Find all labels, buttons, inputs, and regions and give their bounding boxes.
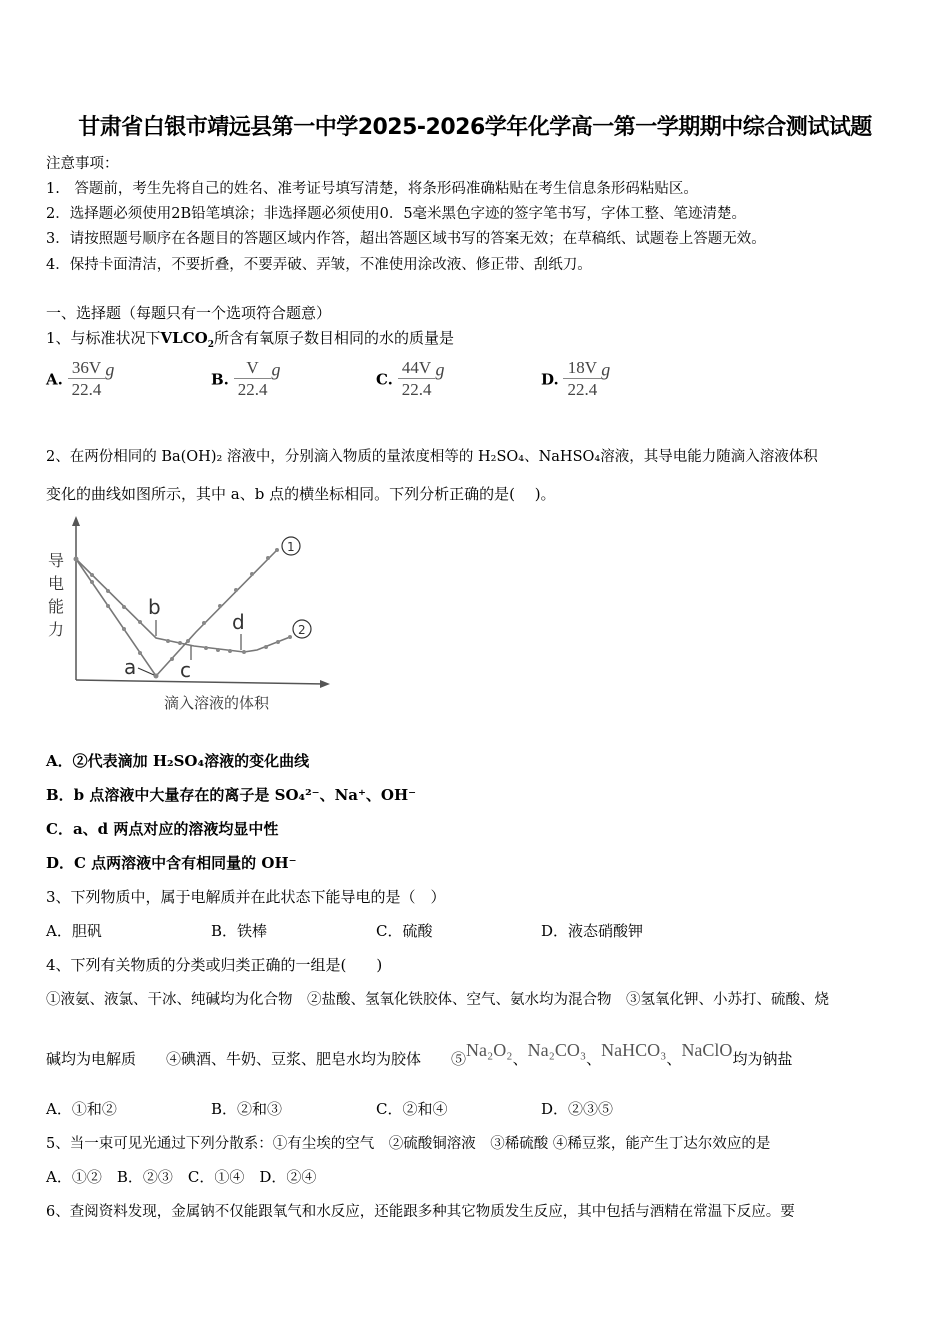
formula-naclo: NaClO [681,1040,733,1060]
q1-stem-formula: VLCO [160,329,208,347]
numerator: V [234,358,272,379]
svg-text:1: 1 [287,540,295,554]
svg-text:滴入溶液的体积: 滴入溶液的体积 [164,694,270,712]
separator: 、 [586,1050,602,1068]
q3-option-a: A．胆矾 [46,922,102,940]
formula-na2o2: Na₂O₂ [466,1040,513,1060]
section-heading: 一、选择题（每题只有一个选项符合题意） [46,304,332,322]
svg-text:导: 导 [48,551,65,570]
chart-svg [44,512,344,722]
q1-option-d-label: D. [541,370,559,389]
note-item-1: 1. 答题前，考生先将自己的姓名、准考证号填写清楚，将条形码准确粘贴在考生信息条形码粘贴区。 [46,181,698,197]
question-4-stem: 4、下列有关物质的分类或归类正确的一组是( ) [46,956,383,974]
separator: 、 [666,1050,682,1068]
svg-text:能: 能 [48,597,65,616]
q2-option-b: B．b 点溶液中大量存在的离子是 SO₄²⁻、Na⁺、OH⁻ [46,786,417,804]
numerator: 18V [563,358,601,379]
notes-heading: 注意事项： [46,156,119,172]
page-title: 甘肃省白银市靖远县第一中学2025-2026学年化学高一第一学期期中综合测试试题 [78,115,872,140]
q1-option-b [211,358,280,401]
denominator: 22.4 [237,380,268,399]
svg-text:力: 力 [48,620,65,639]
q4-statements-line-1: ①液氨、液氯、干冰、纯碱均为化合物 ②盐酸、氢氧化铁胶体、空气、氨水均为混合物 ③氢氧化钾、小苏打、硫酸、烧 [46,992,829,1008]
q1-option-c-fraction [398,358,436,401]
q1-option-b-fraction [234,358,272,401]
q2-option-a: A．②代表滴加 H₂SO₄溶液的变化曲线 [46,752,310,770]
denominator: 22.4 [401,380,432,399]
question-2-line-2: 变化的曲线如图所示，其中 a、b 点的横坐标相同。下列分析正确的是( )。 [46,485,556,503]
note-item-3: 3．请按照题号顺序在各题目的答题区域内作答，超出答题区域书写的答案无效；在草稿纸、试题卷上答题无效。 [46,231,766,247]
q4-option-b: B．②和③ [211,1100,283,1118]
q3-option-b: B．铁棒 [211,922,268,940]
separator: 、 [512,1050,528,1068]
q4-option-c: C．②和④ [376,1100,448,1118]
q1-option-a-label: A. [46,370,63,389]
unit: g [105,359,115,380]
q1-option-a [46,358,114,401]
unit: g [601,359,611,380]
q1-stem-sub: 2 [207,340,215,350]
svg-text:a: a [124,655,137,679]
q3-option-d: D．液态硝酸钾 [541,922,644,940]
svg-text:b: b [148,595,161,619]
formula-na2co3: Na₂CO₃ [527,1040,587,1060]
question-6-stem: 6、查阅资料发现，金属钠不仅能跟氧气和水反应，还能跟多种其它物质发生反应，其中包括与酒精在常温下反应。要 [46,1204,795,1220]
numerator: 36V [68,358,106,379]
q3-option-c: C．硫酸 [376,922,433,940]
question-2-line-1: 2、在两份相同的 Ba(OH)₂ 溶液中，分别滴入物质的量浓度相等的 H₂SO₄、NaHSO₄溶液，其导电能力随滴入溶液体积 [46,449,818,465]
conductivity-chart [44,512,344,722]
numerator: 44V [398,358,436,379]
formula-nahco3: NaHCO₃ [601,1040,667,1060]
denominator: 22.4 [71,380,102,399]
svg-text:c: c [180,658,191,682]
q2-option-d: D．C 点两溶液中含有相同量的 OH⁻ [46,854,297,872]
q1-option-a-fraction [68,358,106,401]
question-3-stem: 3、下列物质中，属于电解质并在此状态下能导电的是（ ） [46,888,446,906]
denominator: 22.4 [567,380,598,399]
q1-option-d [541,358,610,401]
unit: g [271,359,281,380]
svg-text:电: 电 [48,574,65,593]
q4-option-d: D．②③⑤ [541,1100,614,1118]
q4-line2-text: 碱均为电解质 ④碘酒、牛奶、豆浆、肥皂水均为胶体 ⑤ [46,1050,467,1068]
svg-text:d: d [232,610,245,634]
svg-text:2: 2 [298,623,306,637]
note-item-2: 2．选择题必须使用2B铅笔填涂；非选择题必须使用0．5毫米黑色字迹的签字笔书写，字体工整、笔迹清楚。 [46,206,747,222]
q4-option-a: A．①和② [46,1100,117,1118]
unit: g [435,359,445,380]
q1-stem-suffix: 所含有氧原子数目相同的水的质量是 [214,329,455,347]
q1-option-b-label: B. [211,370,229,389]
note-item-4: 4．保持卡面清洁，不要折叠，不要弄破、弄皱，不准使用涂改液、修正带、刮纸刀。 [46,257,592,273]
q4-line2-suffix: 均为钠盐 [732,1050,793,1068]
question-5-stem: 5、当一束可见光通过下列分散系：①有尘埃的空气 ②硫酸铜溶液 ③稀硫酸 ④稀豆浆，能产生丁达尔效应的是 [46,1136,771,1152]
q1-option-c [376,358,444,401]
q2-option-c: C．a、d 两点对应的溶液均显中性 [46,820,279,838]
q4-statements-line-2 [46,1040,792,1069]
q1-option-c-label: C. [376,370,393,389]
q1-stem-prefix: 1、与标准状况下 [46,329,161,347]
question-1-stem [46,327,454,350]
q1-option-d-fraction [563,358,601,401]
q5-options: A．①② B．②③ C．①④ D．②④ [46,1168,317,1186]
